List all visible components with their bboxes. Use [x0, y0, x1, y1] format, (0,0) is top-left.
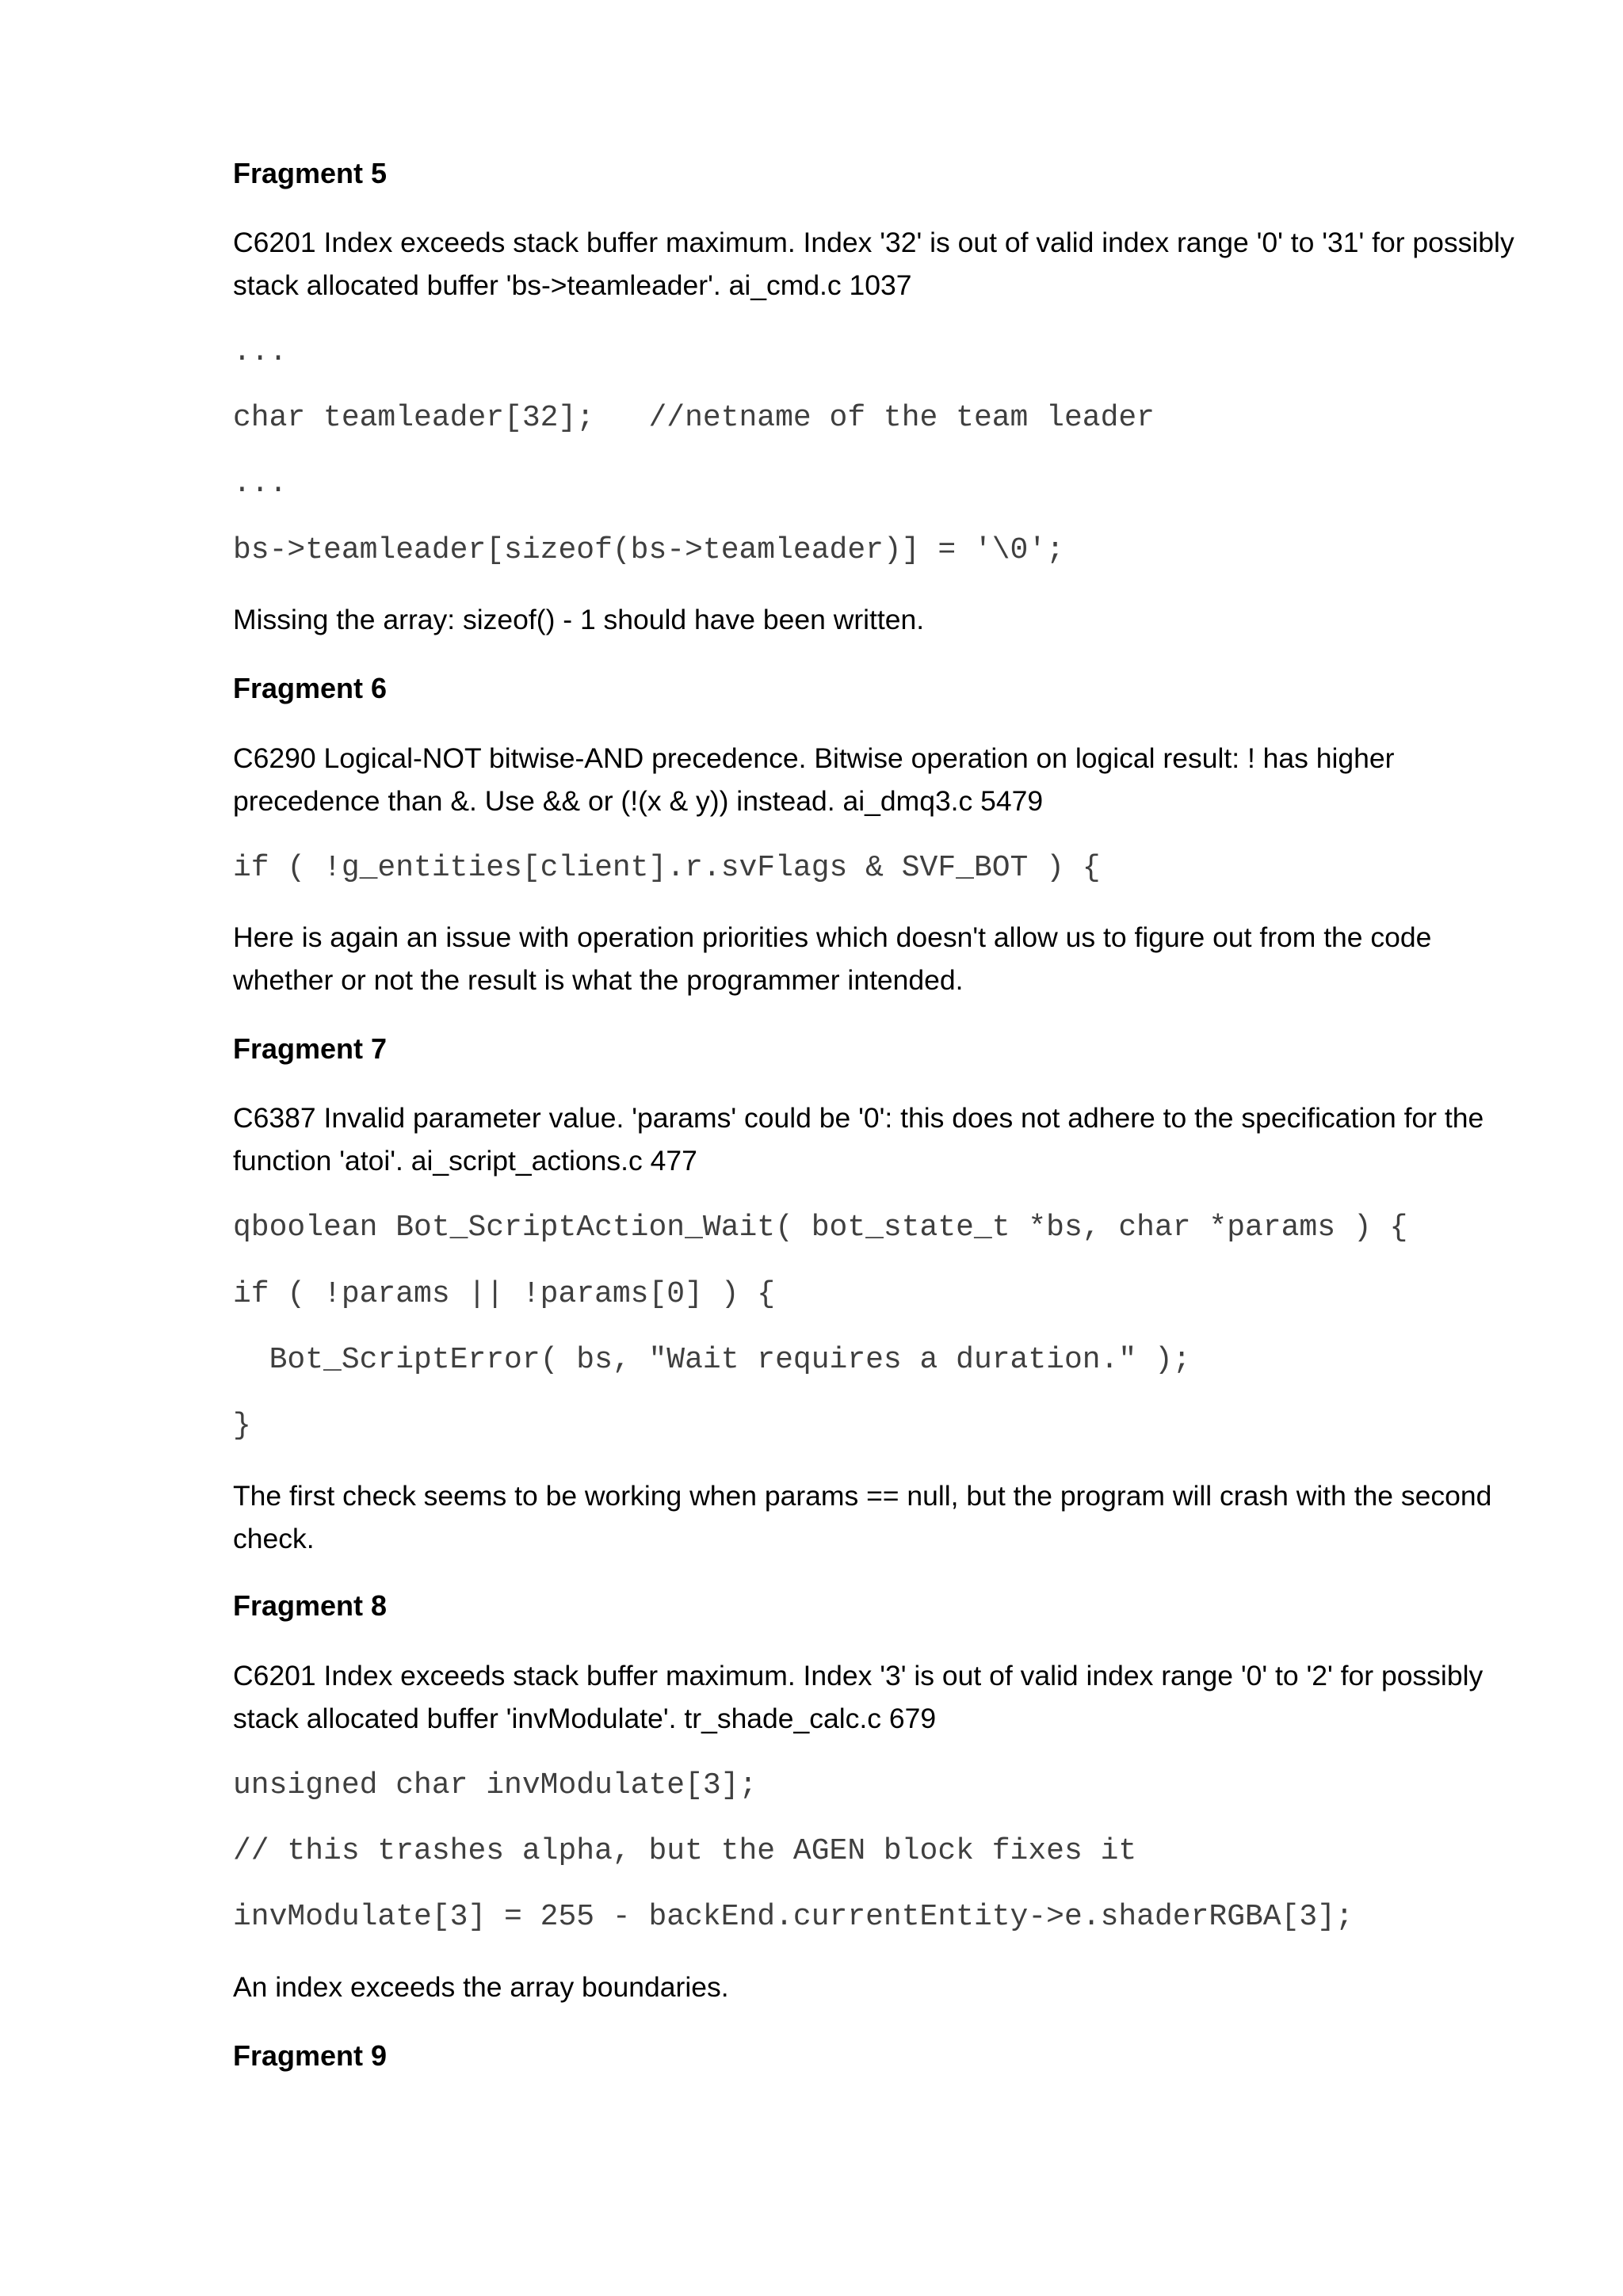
warning-line: C6387 Invalid parameter value. 'params' could be '0': this does not adhere to the specification for the	[233, 1102, 1484, 1134]
code-line: char teamleader[32]; //netname of the team leader	[233, 401, 1155, 435]
fragment-heading: Fragment 6	[233, 672, 388, 704]
warning-line: stack allocated buffer 'bs->teamleader'. ai_cmd.c 1037	[233, 269, 912, 301]
warning-line: C6201 Index exceeds stack buffer maximum. Index '32' is out of valid index range '0' to '31' for possibly	[233, 227, 1514, 258]
warning-line: stack allocated buffer 'invModulate'. tr_shade_calc.c 679	[233, 1703, 937, 1734]
code-line: bs->teamleader[sizeof(bs->teamleader)] = '\0';	[233, 533, 1064, 567]
code-line: // this trashes alpha, but the AGEN block fixes it	[233, 1834, 1137, 1868]
code-line: }	[233, 1409, 251, 1443]
warning-line: C6201 Index exceeds stack buffer maximum. Index '3' is out of valid index range '0' to '2' for possibly	[233, 1660, 1484, 1691]
code-line: unsigned char invModulate[3];	[233, 1768, 758, 1802]
warning-text	[233, 221, 1514, 307]
fragment-heading: Fragment 7	[233, 1032, 388, 1065]
comment-line: The first check seems to be working when params == null, but the program will crash with the second	[233, 1480, 1492, 1512]
fragment-heading: Fragment 8	[233, 1589, 388, 1622]
comment-text	[233, 916, 1501, 1001]
comment-text	[233, 1966, 1501, 2008]
comment-line: Here is again an issue with operation priorities which doesn't allow us to figure out from the code	[233, 921, 1432, 953]
comment-line: Missing the array: sizeof() - 1 should have been written.	[233, 604, 925, 635]
comment-text	[233, 1474, 1501, 1560]
warning-text	[233, 737, 1501, 822]
warning-line: C6290 Logical-NOT bitwise-AND precedence. Bitwise operation on logical result: ! has higher	[233, 742, 1395, 774]
code-line: if ( !g_entities[client].r.svFlags & SVF_BOT ) {	[233, 851, 1101, 885]
code-line: ...	[233, 467, 288, 501]
code-line: qboolean Bot_ScriptAction_Wait( bot_state_t *bs, char *params ) {	[233, 1211, 1408, 1245]
comment-line: whether or not the result is what the programmer intended.	[233, 964, 964, 996]
comment-line: An index exceeds the array boundaries.	[233, 1971, 729, 2003]
code-line: ...	[233, 335, 288, 369]
fragment-heading: Fragment 9	[233, 2039, 388, 2072]
warning-line: function 'atoi'. ai_script_actions.c 477	[233, 1145, 697, 1177]
warning-text	[233, 1654, 1501, 1740]
fragment-heading: Fragment 5	[233, 157, 388, 189]
code-line: invModulate[3] = 255 - backEnd.currentEntity->e.shaderRGBA[3];	[233, 1900, 1354, 1934]
comment-text	[233, 598, 1501, 641]
comment-line: check.	[233, 1523, 315, 1554]
code-line: if ( !params || !params[0] ) {	[233, 1277, 776, 1311]
warning-text	[233, 1097, 1501, 1182]
code-line: Bot_ScriptError( bs, "Wait requires a duration." );	[233, 1343, 1191, 1377]
warning-line: precedence than &. Use && or (!(x & y)) instead. ai_dmq3.c 5479	[233, 785, 1044, 817]
